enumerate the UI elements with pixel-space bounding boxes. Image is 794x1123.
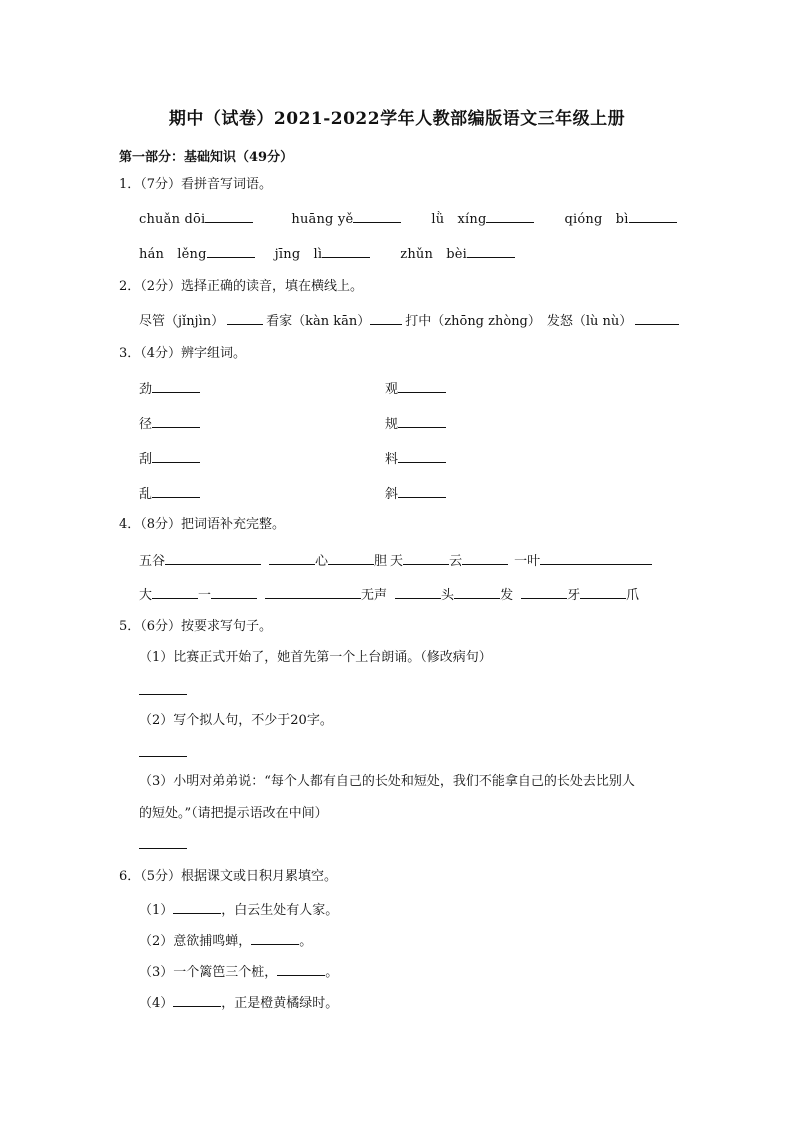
answer-blank[interactable] <box>152 485 200 498</box>
answer-blank[interactable] <box>629 210 677 223</box>
page-title: 期中（试卷）2021-2022学年人教部编版语文三年级上册 <box>168 109 626 129</box>
answer-blank[interactable] <box>152 415 200 428</box>
pinyin-label: huāng yě <box>291 212 354 227</box>
word-with-options: 看家（kàn kān） <box>266 314 371 329</box>
q5-item-3: （3）小明对弟弟说：“每个人都有自己的长处和短处，我们不能拿自己的长处去比别人 <box>139 774 635 789</box>
line-suffix: 。 <box>325 965 339 980</box>
q6-item-1 <box>139 901 338 919</box>
q3-item <box>139 380 200 398</box>
character: 斜 <box>385 487 399 502</box>
line-prefix: （3）一个篱笆三个桩， <box>139 965 278 980</box>
answer-blank[interactable] <box>540 552 652 565</box>
answer-blank[interactable] <box>152 586 198 599</box>
pinyin-label: chuǎn dōi <box>139 212 206 227</box>
answer-blank[interactable] <box>353 210 401 223</box>
q2-row <box>139 312 679 330</box>
q5-answer-1 <box>139 682 187 700</box>
q3-item <box>139 485 200 503</box>
answer-blank[interactable] <box>269 552 315 565</box>
q3-item <box>385 415 446 433</box>
q6-item-3 <box>139 963 338 981</box>
word-with-options: 尽管（jǐnjìn） <box>139 314 225 329</box>
answer-blank[interactable] <box>462 552 508 565</box>
q6-item-4 <box>139 994 338 1012</box>
answer-blank[interactable] <box>173 994 221 1007</box>
answer-blank[interactable] <box>251 932 299 945</box>
answer-blank[interactable] <box>486 210 534 223</box>
answer-blank[interactable] <box>398 380 446 393</box>
character: 乱 <box>139 487 153 502</box>
answer-blank[interactable] <box>398 415 446 428</box>
idiom-part: 发 <box>500 588 514 603</box>
idiom-part: 胆 <box>374 554 388 569</box>
q3-item <box>139 450 200 468</box>
answer-blank[interactable] <box>139 836 187 849</box>
answer-blank[interactable] <box>227 312 263 325</box>
line-suffix: 。 <box>299 934 313 949</box>
answer-blank[interactable] <box>139 682 187 695</box>
answer-blank[interactable] <box>211 586 257 599</box>
pinyin-label: qióng bì <box>564 212 629 227</box>
q5-answer-2 <box>139 744 187 762</box>
pinyin-label: hán lěng <box>139 247 207 262</box>
answer-blank[interactable] <box>152 450 200 463</box>
word-with-options: 发怒（lù nù） <box>546 314 633 329</box>
word-with-options: 打中（zhōng zhòng） <box>405 314 541 329</box>
answer-blank[interactable] <box>395 586 441 599</box>
answer-blank[interactable] <box>403 552 449 565</box>
character: 劲 <box>139 382 153 397</box>
answer-blank[interactable] <box>265 586 361 599</box>
idiom-part: 心 <box>315 554 329 569</box>
character: 观 <box>385 382 399 397</box>
line-suffix: ，白云生处有人家。 <box>221 903 339 918</box>
idiom-part: 无声 <box>361 588 388 603</box>
idiom-part: 大 <box>139 588 153 603</box>
q4-heading: 4．（8分）把词语补充完整。 <box>119 517 286 532</box>
idiom-part: 五谷 <box>139 554 166 569</box>
answer-blank[interactable] <box>205 210 253 223</box>
q3-item <box>385 485 446 503</box>
line-prefix: （1） <box>139 903 174 918</box>
answer-blank[interactable] <box>580 586 626 599</box>
q1-row-2 <box>139 245 515 263</box>
q3-item <box>385 450 446 468</box>
idiom-part: 头 <box>441 588 455 603</box>
q6-item-2 <box>139 932 312 950</box>
idiom-part: 爪 <box>626 588 640 603</box>
answer-blank[interactable] <box>173 901 221 914</box>
answer-blank[interactable] <box>328 552 374 565</box>
answer-blank[interactable] <box>398 485 446 498</box>
q5-item-2: （2）写个拟人句，不少于20字。 <box>139 713 333 728</box>
q1-heading: 1．（7分）看拼音写词语。 <box>119 177 273 192</box>
idiom-part: 云 <box>449 554 463 569</box>
q3-heading: 3．（4分）辨字组词。 <box>119 346 247 361</box>
answer-blank[interactable] <box>398 450 446 463</box>
idiom-part: 一 <box>198 588 212 603</box>
idiom-part: 天 <box>390 554 404 569</box>
answer-blank[interactable] <box>322 245 370 258</box>
answer-blank[interactable] <box>152 380 200 393</box>
idiom-part: 牙 <box>567 588 581 603</box>
answer-blank[interactable] <box>635 312 679 325</box>
pinyin-label: lǜ xíng <box>431 212 487 227</box>
character: 规 <box>385 417 399 432</box>
q5-item-3-cont: 的短处。”（请把提示语改在中间） <box>139 806 328 821</box>
answer-blank[interactable] <box>139 744 187 757</box>
answer-blank[interactable] <box>521 586 567 599</box>
line-prefix: （2）意欲捕鸣蝉， <box>139 934 252 949</box>
answer-blank[interactable] <box>467 245 515 258</box>
line-suffix: ，正是橙黄橘绿时。 <box>221 996 339 1011</box>
q5-heading: 5．（6分）按要求写句子。 <box>119 619 273 634</box>
q3-item <box>385 380 446 398</box>
character: 刮 <box>139 452 153 467</box>
q3-item <box>139 415 200 433</box>
q4-row-1 <box>139 552 652 570</box>
q5-answer-3 <box>139 836 187 854</box>
pinyin-label: jīng lì <box>274 247 323 262</box>
character: 径 <box>139 417 153 432</box>
answer-blank[interactable] <box>277 963 325 976</box>
line-prefix: （4） <box>139 996 174 1011</box>
idiom-part: 一叶 <box>514 554 541 569</box>
answer-blank[interactable] <box>165 552 261 565</box>
character: 料 <box>385 452 399 467</box>
q1-row-1 <box>139 210 677 228</box>
q4-row-2 <box>139 586 639 604</box>
answer-blank[interactable] <box>454 586 500 599</box>
answer-blank[interactable] <box>370 312 402 325</box>
q2-heading: 2．（2分）选择正确的读音，填在横线上。 <box>119 279 364 294</box>
answer-blank[interactable] <box>207 245 255 258</box>
q6-heading: 6．（5分）根据课文或日积月累填空。 <box>119 869 338 884</box>
pinyin-label: zhǔn bèi <box>400 247 468 262</box>
q5-item-1: （1）比赛正式开始了，她首先第一个上台朗诵。（修改病句） <box>139 650 492 665</box>
section-heading: 第一部分：基础知识（49分） <box>119 150 294 165</box>
